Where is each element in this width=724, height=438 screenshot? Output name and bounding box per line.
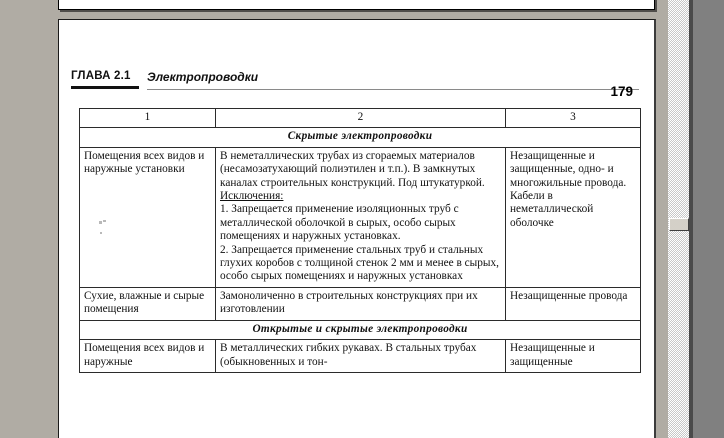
header-rule-thin: [147, 89, 639, 90]
table-row: [80, 340, 641, 373]
exceptions-label: Исключения:: [220, 190, 284, 203]
section-title: Скрытые электропроводки: [80, 128, 641, 147]
row-conductor-cell: Незащищенные и защищенные, одно- и многожильные провода. Кабели в неметаллической оболочке: [506, 147, 641, 287]
method-paragraph: В неметаллических трубах из сгораемых материалов (несамозатухающий полиэтилен и т.п.). В замкнутых каналах строительных конструкций. Под штукатуркой.: [220, 149, 485, 189]
column-number-2: 2: [216, 109, 506, 128]
row-scope-cell: Помещения всех видов и наружные: [80, 340, 216, 373]
row-conductor-cell: Незащищенные провода: [506, 287, 641, 320]
section-header-row: [80, 128, 641, 147]
exception-item-1: 1. Запрещается применение изоляционных труб с металлической оболочкой в сырых, особо сырых помещениях и наружных установках.: [220, 203, 459, 243]
scrollbar-thumb[interactable]: [669, 218, 689, 231]
section-title: Открытые и скрытые электропроводки: [80, 320, 641, 339]
chapter-label: ГЛАВА 2.1: [71, 70, 131, 82]
viewer-right-pane: [693, 0, 724, 438]
exception-item-2: 2. Запрещается применение стальных труб и стальных глухих коробов с толщиной стенок 2 мм и менее в сырых, особо сырых помещениях и наружных установках: [220, 243, 499, 283]
column-number-3: 3: [506, 109, 641, 128]
table-row: [80, 287, 641, 320]
row-method-cell: [216, 147, 506, 287]
document-page: [58, 19, 656, 438]
running-head: [71, 70, 641, 98]
row-scope-cell: Сухие, влажные и сырые помещения: [80, 287, 216, 320]
previous-page-edge: [58, 0, 655, 10]
row-conductor-cell: Незащищенные и защищенные: [506, 340, 641, 373]
chapter-title: Электропроводки: [147, 70, 259, 84]
row-scope-cell: Помещения всех видов и наружные установки: [80, 147, 216, 287]
row-method-cell: В металлических гибких рукавах. В стальных трубах (обыкновенных и тон-: [216, 340, 506, 373]
page-content: [59, 20, 654, 438]
page-number: 179: [610, 84, 633, 99]
row-method-cell: Замоноличенно в строительных конструкциях при их изготовлении: [216, 287, 506, 320]
column-number-1: 1: [80, 109, 216, 128]
electrical-wiring-table: [79, 108, 641, 373]
vertical-scrollbar[interactable]: [667, 0, 690, 438]
table-row: [80, 147, 641, 287]
section-header-row: [80, 320, 641, 339]
header-rule-thick: [71, 86, 139, 89]
column-number-row: [80, 109, 641, 128]
